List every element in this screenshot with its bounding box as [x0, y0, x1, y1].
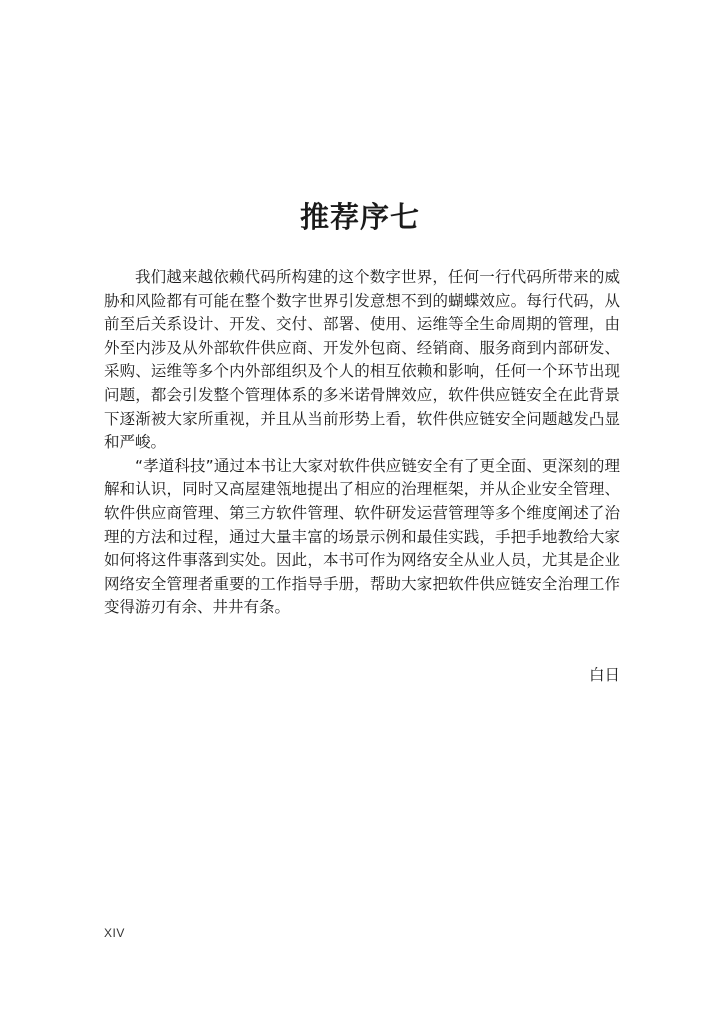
page-title: 推荐序七	[299, 200, 420, 235]
foreword-body	[104, 266, 620, 620]
paragraph-2: “孝道科技”通过本书让大家对软件供应链安全有了更全面、更深刻的理解和认识，同时又高屋建瓴地提出了相应的治理框架，并从企业安全管理、软件供应商管理、第三方软件管理、软件研发运营管理等多个维度阐述了治理的方法和过程，通过大量丰富的场景示例和最佳实践，手把手地教给大家如何将这件事落到实处。因此，本书可作为网络安全从业人员，尤其是企业网络安全管理者重要的工作指导手册，帮助大家把软件供应链安全治理工作变得游刃有余、井井有条。	[104, 456, 620, 617]
paragraph-1: 我们越来越依赖代码所构建的这个数字世界，任何一行代码所带来的威胁和风险都有可能在整个数字世界引发意想不到的蝴蝶效应。每行代码，从前至后关系设计、开发、交付、部署、使用、运维等全生命周期的管理，由外至内涉及从外部软件供应商、开发外包商、经销商、服务商到内部研发、采购、运维等多个内外部组织及个人的相互依赖和影响，任何一个环节出现问题，都会引发整个管理体系的多米诺骨牌效应，软件供应链安全在此背景下逐渐被大家所重视，并且从当前形势上看，软件供应链安全问题越发凸显和严峻。	[104, 268, 620, 452]
author-signature: 白日	[588, 666, 620, 684]
page-number: XIV	[104, 926, 125, 940]
